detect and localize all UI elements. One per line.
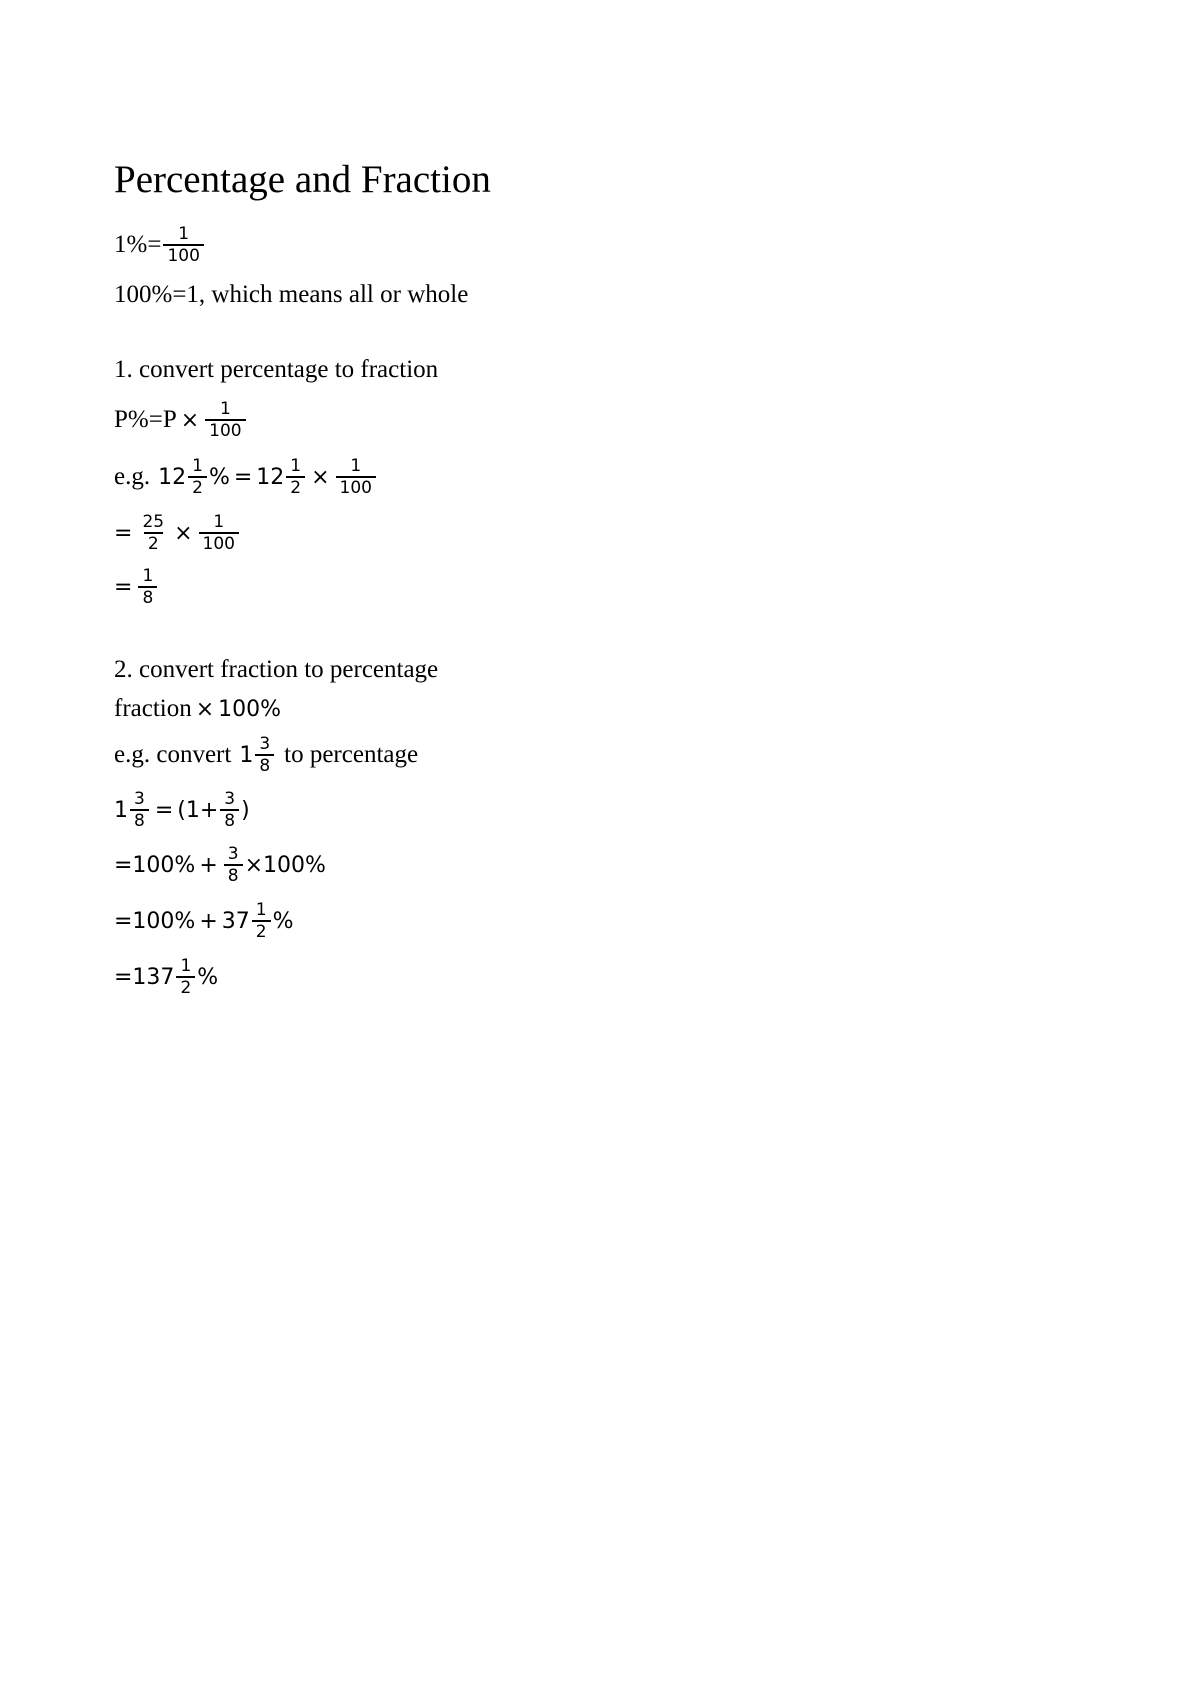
numerator: 1	[213, 512, 225, 532]
fraction	[336, 456, 376, 498]
denominator: 2	[188, 476, 207, 498]
definition-hundred-percent: 100%=1, which means all or whole	[114, 281, 469, 308]
percent-sign: %	[272, 908, 294, 934]
plus-sign: +	[199, 852, 218, 878]
numerator: 3	[227, 844, 239, 864]
equals-sign: =	[114, 574, 133, 600]
expr-text: e.g. convert	[114, 741, 232, 768]
fraction	[138, 512, 168, 554]
denominator: 100	[199, 532, 239, 554]
percent-sign: %	[197, 964, 219, 990]
whole-number: 1	[239, 742, 254, 768]
denominator: 100	[163, 244, 203, 266]
fraction	[130, 789, 149, 831]
numerator: 1	[255, 900, 267, 920]
denominator: 2	[176, 976, 195, 998]
expr-text: ×100%	[244, 852, 326, 878]
expr-text: (1+	[177, 797, 219, 823]
denominator: 8	[138, 586, 157, 608]
expr-text: =100%	[114, 908, 196, 934]
denominator: 8	[255, 754, 274, 776]
expr-text: fraction	[114, 695, 192, 722]
fraction	[224, 844, 243, 886]
fraction	[286, 456, 305, 498]
expr-text: )	[241, 797, 250, 823]
section-2-step-1	[114, 785, 250, 835]
equals-sign: =	[154, 797, 174, 823]
fraction	[220, 789, 239, 831]
numerator: 1	[192, 456, 203, 476]
denominator: 8	[130, 809, 149, 831]
times-sign: ×	[311, 464, 330, 490]
expr-text: =137	[114, 964, 175, 990]
fraction	[255, 734, 274, 776]
expr-text: P%=P	[114, 406, 177, 433]
denominator: 100	[205, 419, 245, 441]
percent-sign: %	[208, 464, 230, 490]
numerator: 1	[142, 566, 154, 586]
denominator: 2	[286, 476, 305, 498]
fraction	[199, 512, 239, 554]
fraction	[138, 566, 157, 608]
section-1-heading: 1. convert percentage to fraction	[114, 356, 439, 383]
page-title: Percentage and Fraction	[114, 158, 491, 201]
section-2-example	[114, 730, 418, 780]
whole-number: 12	[256, 464, 285, 490]
section-2-step-2	[114, 840, 326, 890]
expr-text: to percentage	[284, 741, 419, 768]
expr-text: =100%	[114, 852, 196, 878]
equals-sign: =	[114, 520, 133, 546]
section-2-formula	[114, 684, 281, 734]
numerator: 3	[134, 789, 145, 809]
numerator: 1	[290, 456, 302, 476]
whole-number: 1	[114, 797, 128, 823]
section-1-example	[114, 452, 378, 502]
expr-text: 100%	[218, 696, 282, 722]
numerator: 1	[178, 224, 190, 244]
equals-sign: =	[233, 464, 253, 490]
section-1-formula	[114, 395, 248, 445]
section-1-step-1	[114, 508, 241, 558]
denominator: 8	[224, 864, 243, 886]
times-sign: ×	[180, 407, 200, 433]
plus-sign: +	[199, 908, 218, 934]
numerator: 3	[259, 734, 271, 754]
fraction	[205, 399, 245, 441]
whole-number: 37	[221, 908, 250, 934]
times-sign: ×	[195, 696, 215, 722]
fraction	[163, 224, 203, 266]
denominator: 100	[336, 476, 376, 498]
fraction	[188, 456, 207, 498]
numerator: 25	[142, 512, 165, 532]
denominator: 8	[220, 809, 239, 831]
definition-one-percent	[114, 220, 206, 270]
section-2-step-3	[114, 896, 294, 946]
whole-number: 12	[158, 464, 187, 490]
section-2-step-4	[114, 952, 218, 1002]
times-sign: ×	[174, 520, 193, 546]
numerator: 1	[219, 399, 231, 419]
denominator: 2	[144, 532, 163, 554]
section-2-heading: 2. convert fraction to percentage	[114, 656, 439, 683]
section-1-step-2	[114, 562, 159, 612]
fraction	[252, 900, 271, 942]
numerator: 1	[350, 456, 362, 476]
expr-text: e.g.	[114, 463, 151, 490]
numerator: 3	[224, 789, 236, 809]
expr-text: 1%=	[114, 231, 162, 258]
numerator: 1	[180, 956, 192, 976]
fraction	[176, 956, 195, 998]
denominator: 2	[252, 920, 271, 942]
